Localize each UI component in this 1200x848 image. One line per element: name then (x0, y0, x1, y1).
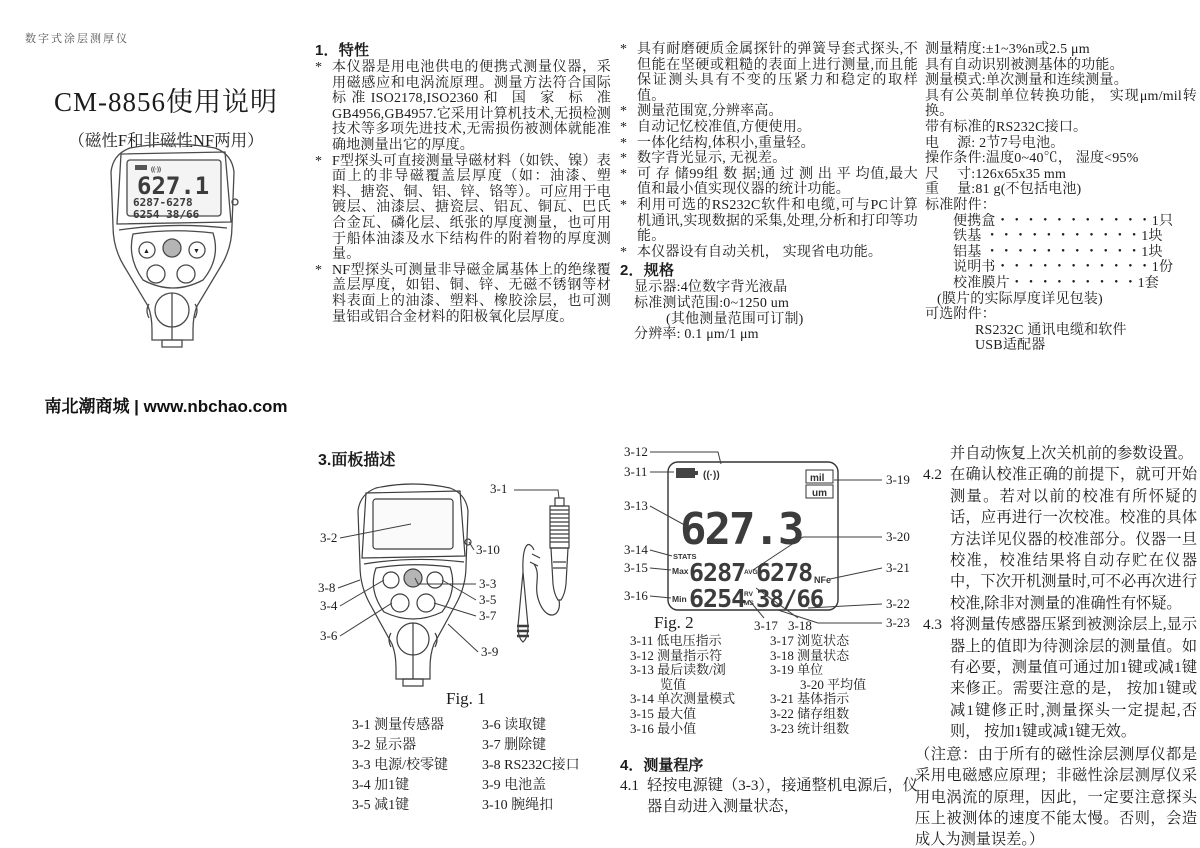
legend-row (630, 692, 912, 707)
spec-line: (膜片的实际厚度详见包装) (937, 291, 1103, 307)
callout-3-21: 3-21 (886, 560, 910, 575)
signal-icon: ((·)) (703, 470, 720, 481)
battery-icon (135, 165, 147, 170)
battery-icon (676, 468, 695, 478)
callout-3-6: 3-6 (320, 628, 338, 643)
legend-row (630, 649, 912, 664)
legend-cell: 3-8 RS232C接口 (482, 758, 580, 773)
feature-text: 可 存 储99组 数 据;通 过 测 出 平 均值,最大值和最小值实现仪器的统计功能。 (637, 166, 918, 198)
fig1-legend (352, 716, 602, 816)
accessory-line: 校准膜片・・・・・・・・・1套 (953, 275, 1159, 291)
bullet-marker: * (315, 262, 323, 278)
callout-3-18: 3-18 (788, 618, 812, 632)
procedure-step (620, 775, 918, 818)
callout-3-23: 3-23 (886, 615, 910, 630)
accessory-line: 铝基 ・・・・・・・・・・・1块 (953, 244, 1163, 260)
bullet-marker: * (620, 166, 628, 182)
page-subtitle: （磁性F和非磁性NF两用） (68, 131, 264, 150)
feature-text: 数字背光显示, 无视差。 (637, 151, 787, 167)
legend-cell: 3-6 读取键 (482, 718, 547, 733)
legend-row (352, 736, 602, 756)
legend-row (352, 716, 602, 736)
lcd-min-value: 6254 (689, 584, 746, 613)
spec-line: USB适配器 (975, 338, 1046, 354)
legend-row (630, 722, 912, 737)
spec-line: 测量模式:单次测量和连续测量。 (925, 73, 1128, 89)
legend-cell: 3-22 储存组数 (770, 705, 850, 721)
feature-text: 测量范围宽,分辨率高。 (637, 104, 783, 120)
legend-cell: 3-16 最小值 (630, 720, 697, 736)
unit-mil-label: mil (810, 473, 825, 484)
legend-row (630, 678, 912, 693)
feature-text: 具有耐磨硬质金属探针的弹簧导套式探头,不但能在坚硬或粗糙的表面上进行测量,而且能保证测头具有不变的压紧力和稳定的取样值。 (637, 42, 918, 104)
callout-3-1: 3-1 (490, 481, 508, 496)
page-title: CM-8856使用说明 (53, 87, 278, 117)
bullet-marker: * (620, 104, 628, 120)
spec-line: 测量精度:±1~3%n或2.5 μm (925, 42, 1090, 57)
feature-bullet (620, 104, 918, 120)
spec-line: RS232C 通讯电缆和软件 (975, 322, 1127, 338)
feature-text: 利用可选的RS232C软件和电缆,可与PC计算机通讯,实现数据的采集,处理,分析和打印等功能。 (637, 197, 918, 245)
legend-cell: 3-19 单位 (770, 662, 824, 678)
legend-cell: 3-9 电池盖 (482, 778, 547, 793)
device-lcd-main: 627.1 (137, 172, 210, 200)
step-number: 4.2 (923, 466, 942, 484)
feature-bullet (620, 151, 918, 167)
lcd-main-reading: 627.3 (680, 504, 803, 555)
legend-cell: 3-18 测量状态 (770, 647, 850, 663)
legend-cell: 3-15 最大值 (630, 705, 697, 721)
spec-line: 分辨率: 0.1 μm/1 μm (634, 327, 759, 343)
spec-line: 显示器:4位数字背光液晶 (634, 280, 788, 296)
step-text: 轻按电源键（3-3），接通整机电源后，仪器自动进入测量状态， (647, 777, 918, 816)
legend-cell: 3-13 最后读数/浏 (630, 662, 726, 678)
bullet-marker: * (620, 244, 628, 260)
spec-line: (其他测量范围可订制) (666, 311, 804, 327)
view-status-icon: RV (744, 591, 753, 598)
spec-line: 尺 寸:126x65x35 mm (925, 166, 1067, 182)
signal-icon: ((·)) (151, 167, 161, 173)
min-label: Min (672, 594, 687, 604)
bullet-marker: * (620, 119, 628, 135)
legend-cell: 3-21 基体指示 (770, 691, 850, 707)
bullet-marker: * (620, 197, 628, 213)
feature-bullet (620, 136, 918, 152)
callout-3-11: 3-11 (624, 464, 648, 479)
fig1-panel-diagram (318, 476, 610, 710)
accessory-line: 说明书・・・・・・・・・・・1份 (953, 260, 1174, 276)
unit-um-label: um (812, 488, 827, 499)
bullet-marker: * (620, 151, 628, 167)
column-procedure-right (915, 443, 1197, 848)
spec-line: 带有标准的RS232C接口。 (925, 119, 1088, 135)
legend-cell: 3-2 显示器 (352, 738, 417, 753)
feature-bullet (620, 42, 918, 104)
step-number: 4.1 (620, 777, 639, 794)
callout-3-10: 3-10 (476, 542, 500, 557)
legend-row (630, 663, 912, 678)
spec-line: 重 量:81 g(不包括电池) (925, 182, 1082, 198)
feature-bullet (620, 167, 918, 198)
avg-label: AVG (744, 569, 758, 576)
down-arrow-key-icon: ▼ (193, 247, 200, 255)
spec-line: 标准测试范围:0~1250 um (634, 295, 790, 311)
legend-cell: 3-23 统计组数 (770, 720, 850, 736)
feature-bullet (620, 120, 918, 136)
up-arrow-key-icon: ▲ (143, 247, 150, 255)
device-photo-illustration (85, 138, 260, 350)
continuation-text: 并自动恢复上次关机前的参数设置。 (950, 445, 1193, 462)
bullet-marker: * (315, 60, 323, 75)
feature-bullet (315, 60, 611, 154)
legend-row (352, 776, 602, 796)
callout-3-14: 3-14 (624, 542, 648, 557)
callout-3-19: 3-19 (886, 472, 910, 487)
legend-cell: 览值 (660, 676, 687, 692)
feature-text: 一体化结构,体积小,重量轻。 (637, 135, 815, 151)
fig2-caption: Fig. 2 (654, 613, 694, 632)
section2-heading: 2．规格 (620, 262, 675, 280)
substrate-indicator: NFe (814, 575, 832, 585)
callout-3-3: 3-3 (479, 576, 497, 591)
callout-3-22: 3-22 (886, 596, 910, 611)
spec-line: 具有公英制单位转换功能， 实现μm/mil转换。 (925, 88, 1197, 120)
legend-cell: 3-11 低电压指示 (630, 633, 722, 648)
section4-block (620, 757, 918, 818)
bullet-marker: * (620, 42, 628, 57)
fig1-caption: Fig. 1 (446, 689, 486, 708)
section3-heading: 3.面板描述 (318, 452, 396, 469)
feature-bullet (620, 198, 918, 245)
max-label: Max (672, 566, 689, 576)
spec-line: 具有自动识别被测基体的功能。 (925, 57, 1124, 73)
feature-bullet (315, 263, 611, 325)
callout-3-15: 3-15 (624, 560, 648, 575)
feature-bullet (620, 245, 918, 261)
feature-text: 本仪器设有自动关机， 实现省电功能。 (637, 244, 883, 260)
callout-3-9: 3-9 (481, 644, 499, 659)
legend-cell: 3-14 单次测量模式 (630, 691, 736, 707)
spec-line: 电 源: 2节7号电池。 (925, 135, 1065, 151)
callout-3-5: 3-5 (479, 592, 497, 607)
spec-line: 标准附件： (925, 197, 996, 213)
callout-3-2: 3-2 (320, 530, 338, 545)
callout-3-12: 3-12 (624, 444, 648, 459)
spec-line: 操作条件:温度0~40℃， 湿度<95% (925, 151, 1139, 167)
step-text: 在确认校准正确的前提下，就可开始测量。若对以前的校准有所怀疑的话，应再进行一次校准。校准的具体方法详见仪器的校准部分。仪器一旦校准，校准结果将自动存贮在仪器中，下次开机测量时,可不必再次进行校准,除非对测量的准确性有怀疑。 (950, 466, 1197, 612)
column-features (315, 42, 611, 325)
lcd-avg-value: 6278 (756, 558, 813, 587)
procedure-step (923, 614, 1197, 742)
callout-3-7: 3-7 (479, 608, 497, 623)
spec-line: 可选附件： (925, 307, 996, 323)
legend-cell: 3-1 测量传感器 (352, 718, 445, 733)
column-specs-right (925, 42, 1197, 354)
bullet-marker: * (315, 153, 323, 169)
device-lcd-row3: 6254 38/66 (133, 208, 200, 221)
callout-3-20: 3-20 (886, 529, 910, 544)
legend-cell: 3-17 浏览状态 (770, 633, 850, 648)
bullet-marker: * (620, 135, 628, 151)
feature-text: F型探头可直接测量导磁材料（如铁、镍）表面上的非导磁覆盖层厚度（如：油漆、塑料、搪瓷、铜、铝、锌、铬等）。可应用于电镀层、油漆层、搪瓷层、铝瓦、铜瓦、巴氏合金瓦、磷化层、纸张的厚度测量，也可用于船体油漆及水下结构件的附着物的厚度测量。 (332, 153, 611, 263)
legend-row (352, 756, 602, 776)
note-paragraph: （注意：由于所有的磁性涂层测厚仪都是采用电磁感应原理；非磁性涂层测厚仪采用电涡流的原理，因此，一定要注意探头压上被测体的速度不能太慢。否则，会造成人为测量误差。） (915, 745, 1197, 848)
legend-cell: 3-3 电源/校零键 (352, 758, 449, 773)
step-text: 将测量传感器压紧到被测涂层上,显示器上的值即为待测涂层的测量值。如有必要，测量值可通过加1键或减1键来修正。需要注意的是， 按加1键或减1键修正时,测量探头一定提起,否则， 按加1键或减1键无效。 (950, 616, 1197, 741)
legend-cell: 3-4 加1键 (352, 778, 410, 793)
device-lcd-row2: 6287-6278 (133, 196, 193, 209)
callout-3-8: 3-8 (318, 580, 336, 595)
feature-text: NF型探头可测量非导磁金属基体上的绝缘覆盖层厚度，如铝、铜、锌、无磁不锈钢等材料表面上的油漆、塑料、橡胶涂层，也可测量铝或铝合金材料的阳极氧化层厚度。 (332, 262, 611, 325)
section4-heading: 4．测量程序 (620, 757, 704, 774)
feature-text: 本仪器是用电池供电的便携式测量仪器，采用磁感应和电涡流原理。测量方法符合国际标准ISO2178,ISO2360和 国 家 标 准GB4956,GB4957.它采用计算机技术,无损检测技术等多项先进技术,无需损伤被测体就能准确地测量出它的厚度。 (332, 60, 611, 153)
measure-status-icon: MS (744, 600, 754, 607)
procedure-step (923, 464, 1197, 614)
step-number: 4.3 (923, 616, 942, 634)
callout-3-16: 3-16 (624, 588, 648, 603)
accessory-line: 铁基 ・・・・・・・・・・・1块 (953, 229, 1163, 245)
legend-cell: 3-20 平均值 (800, 676, 867, 692)
section1-heading: 1．特性 (315, 42, 370, 59)
stats-indicator: STATS (673, 552, 697, 561)
legend-row (630, 707, 912, 722)
legend-cell: 3-10 腕绳扣 (482, 798, 554, 813)
feature-text: 自动记忆校准值,方便使用。 (637, 119, 812, 135)
legend-row (352, 796, 602, 816)
fig2-legend (630, 634, 912, 736)
corner-label: 数字式涂层测厚仪 (25, 33, 129, 45)
legend-cell: 3-12 测量指示符 (630, 647, 723, 663)
callout-3-4: 3-4 (320, 598, 338, 613)
legend-cell: 3-5 减1键 (352, 798, 410, 813)
accessory-line: 便携盒・・・・・・・・・・・1只 (953, 213, 1174, 229)
legend-cell: 3-7 删除键 (482, 738, 547, 753)
column-features-2 (620, 42, 918, 343)
legend-row (630, 634, 912, 649)
feature-bullet (315, 154, 611, 263)
callout-3-17: 3-17 (754, 618, 778, 632)
lcd-count-value: 38/66 (756, 585, 824, 613)
watermark: 南北潮商城 | www.nbchao.com (44, 397, 288, 416)
lcd-max-value: 6287 (689, 558, 746, 587)
fig2-lcd-diagram (618, 440, 918, 632)
callout-3-13: 3-13 (624, 498, 648, 513)
